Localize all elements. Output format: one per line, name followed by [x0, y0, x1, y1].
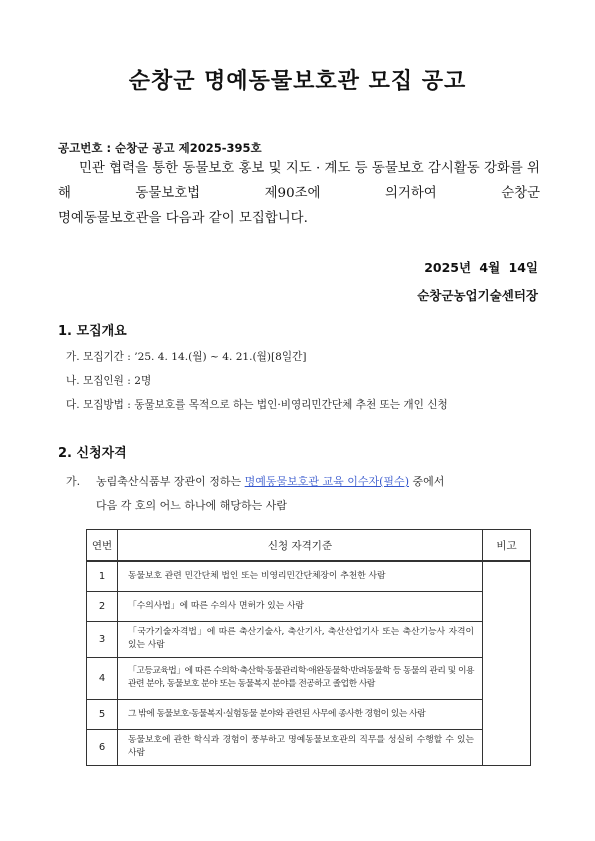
- eligibility-criteria-table: [86, 529, 531, 766]
- issuing-organization: 순창군농업기술센터장: [417, 288, 538, 303]
- table-header-row: [87, 530, 531, 562]
- education-requirement-link[interactable]: 명예동물보호관 교육 이수자(필수): [244, 475, 409, 488]
- column-header-criteria: 신청 자격기준: [118, 530, 483, 562]
- column-header-number: 연번: [87, 530, 118, 562]
- eligibility-line: [96, 470, 444, 494]
- table-row: [87, 699, 531, 729]
- section-heading-overview: 1. 모집개요: [58, 324, 127, 339]
- row-number: 2: [87, 591, 118, 621]
- eligibility-continuation: 다음 각 호의 어느 하나에 해당하는 사람: [96, 499, 287, 512]
- row-number: 3: [87, 621, 118, 657]
- document-title: 순창군 명예동물보호관 모집 공고: [128, 69, 467, 94]
- row-criteria: 그 밖에 동물보호·동물복지·실험동물 분야와 관련된 사무에 종사한 경험이 있는 사람: [118, 699, 483, 729]
- overview-item-count: 나. 모집인원 : 2명: [66, 375, 152, 387]
- notice-number: 공고번호 : 순창군 공고 제2025-395호: [58, 141, 262, 155]
- row-criteria: 「수의사법」에 따른 수의사 면허가 있는 사람: [118, 591, 483, 621]
- overview-item-method: 다. 모집방법 : 동물보호를 목적으로 하는 법인·비영리민간단체 추천 또는 개인 신청: [66, 399, 448, 411]
- table-row: [87, 591, 531, 621]
- row-number: 6: [87, 729, 118, 765]
- table-row: [87, 621, 531, 657]
- remarks-cell: [483, 561, 531, 765]
- row-criteria: 「고등교육법」에 따른 수의학·축산학·동물관리학·애완동물학·반려동물학 등 동물의 관리 및 이용관련 분야, 동물보호 분야 또는 동물복지 분야를 전공하고 졸업한 사람: [118, 657, 483, 699]
- row-number: 1: [87, 561, 118, 591]
- notice-date: 2025년 4월 14일: [424, 260, 538, 275]
- row-criteria: 동물보호 관련 민간단체 법인 또는 비영리민간단체장이 추천한 사람: [118, 561, 483, 591]
- row-number: 5: [87, 699, 118, 729]
- eligibility-text-after: 중에서: [412, 475, 445, 488]
- intro-last-line: 명예동물보호관을 다음과 같이 모집합니다.: [58, 211, 308, 226]
- column-header-remarks: 비고: [483, 530, 531, 562]
- section-heading-eligibility: 2. 신청자격: [58, 446, 127, 461]
- intro-main-text: 민관 협력을 통한 동물보호 홍보 및 지도 · 계도 등 동물보호 감시활동 강화를 위해 동물보호법 제90조에 의거하여 순창군: [58, 161, 540, 201]
- eligibility-text-before: 농림축산식품부 장관이 정하는: [96, 475, 242, 488]
- intro-paragraph: [58, 156, 540, 231]
- table-row: [87, 561, 531, 591]
- row-criteria: 동물보호에 관한 학식과 경험이 풍부하고 명예동물보호관의 직무를 성실히 수행할 수 있는 사람: [118, 729, 483, 765]
- row-number: 4: [87, 657, 118, 699]
- row-criteria: 「국가기술자격법」에 따른 축산기술사, 축산기사, 축산산업기사 또는 축산기능사 자격이 있는 사람: [118, 621, 483, 657]
- table-row: [87, 657, 531, 699]
- overview-item-period: 가. 모집기간 : ’25. 4. 14.(월) ~ 4. 21.(월)[8일간]: [66, 351, 307, 363]
- eligibility-paragraph: [66, 470, 541, 518]
- table-row: [87, 729, 531, 765]
- eligibility-marker: 가.: [66, 475, 81, 488]
